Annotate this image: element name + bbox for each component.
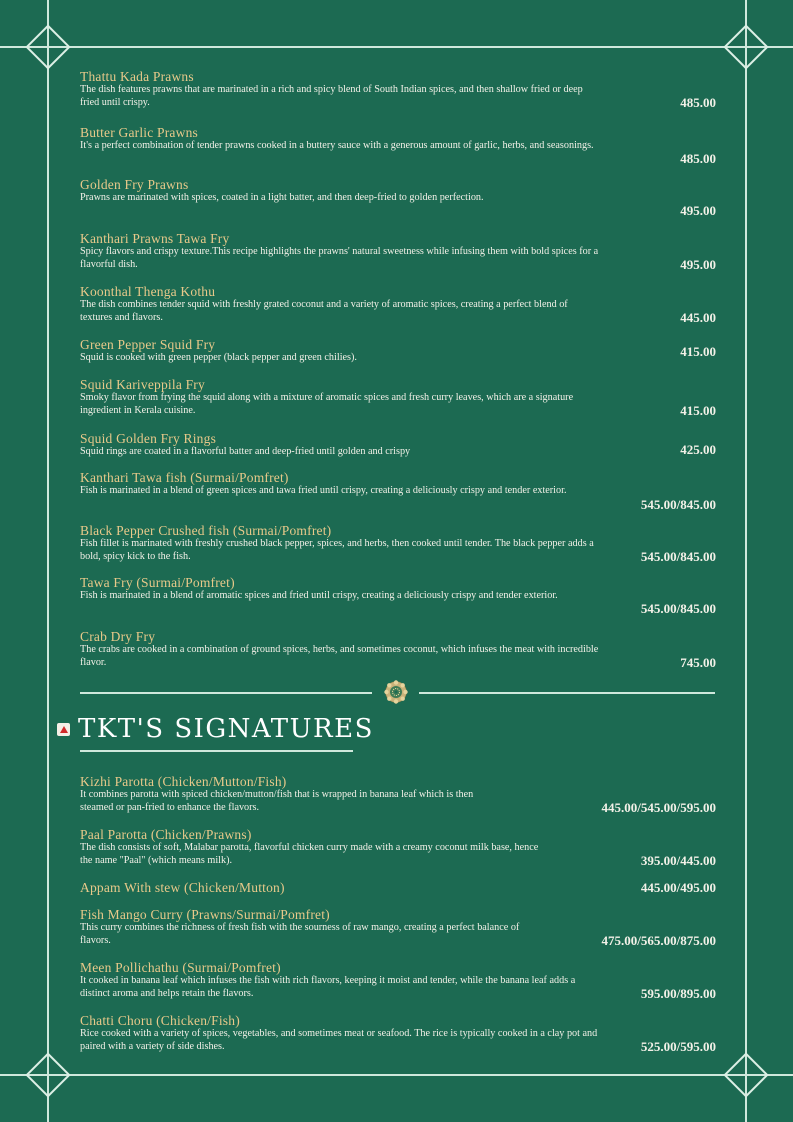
menu-item xyxy=(80,575,716,617)
signature-item xyxy=(80,907,716,949)
item-price: 595.00/895.00 xyxy=(640,986,716,1001)
item-description: The dish combines tender squid with freshly grated coconut and a variety of aromatic spices, creating a perfect blend of textures and flavors. xyxy=(80,299,568,323)
menu-item xyxy=(80,231,716,273)
item-name: Green Pepper Squid Fry xyxy=(80,337,216,352)
item-name: Squid Kariveppila Fry xyxy=(80,377,205,392)
item-name: Appam With stew (Chicken/Mutton) xyxy=(80,880,285,895)
diamond-ornament-icon xyxy=(25,24,70,69)
item-price: 545.00/845.00 xyxy=(640,549,716,564)
item-price: 415.00 xyxy=(680,403,716,418)
item-name: Tawa Fry (Surmai/Pomfret) xyxy=(80,575,235,590)
diamond-ornament-icon xyxy=(723,1052,768,1097)
signature-item xyxy=(80,960,716,1002)
item-name: Golden Fry Prawns xyxy=(80,177,189,192)
item-price: 475.00/565.00/875.00 xyxy=(601,933,716,948)
item-description: This curry combines the richness of fresh fish with the sourness of raw mango, creating a perfect balance of flavors. xyxy=(80,922,520,946)
item-price: 445.00/545.00/595.00 xyxy=(601,800,716,815)
item-name: Kanthari Tawa fish (Surmai/Pomfret) xyxy=(80,470,289,485)
item-price: 425.00 xyxy=(680,442,716,457)
item-price: 545.00/845.00 xyxy=(640,601,716,616)
frame-line-top xyxy=(0,46,793,48)
menu-item xyxy=(80,523,716,565)
item-description: The dish features prawns that are marinated in a rich and spicy blend of South Indian spices, and then shallow fried or deep fried until crispy. xyxy=(80,84,583,108)
item-description: Fish is marinated in a blend of aromatic spices and fried until crispy, creating a deliciously crispy and tender exterior. xyxy=(80,590,558,601)
item-name: Koonthal Thenga Kothu xyxy=(80,284,216,299)
signature-item xyxy=(80,827,716,869)
menu-item xyxy=(80,337,716,367)
menu-item xyxy=(80,69,716,111)
item-price: 745.00 xyxy=(680,655,716,670)
item-price: 445.00 xyxy=(680,310,716,325)
item-description: Fish is marinated in a blend of green spices and tawa fried until crispy, creating a deliciously crispy and tender exterior. xyxy=(80,485,567,496)
item-price: 445.00/495.00 xyxy=(640,880,716,895)
item-name: Thattu Kada Prawns xyxy=(80,69,194,84)
frame-line-left xyxy=(47,0,49,1122)
item-price: 485.00 xyxy=(680,151,716,166)
section-title: TKT'S SIGNATURES xyxy=(78,714,374,744)
item-name: Squid Golden Fry Rings xyxy=(80,431,217,446)
frame-line-bottom xyxy=(0,1074,793,1076)
item-price: 415.00 xyxy=(680,344,716,359)
menu-item xyxy=(80,125,716,167)
item-price: 525.00/595.00 xyxy=(640,1039,716,1054)
item-description: It cooked in banana leaf which infuses the fish with rich flavors, keeping it moist and tender, while the banana leaf adds a distinct aroma and helps retain the flavors. xyxy=(80,975,576,999)
menu-item xyxy=(80,377,716,419)
item-name: Fish Mango Curry (Prawns/Surmai/Pomfret) xyxy=(80,907,330,922)
item-description: It combines parotta with spiced chicken/mutton/fish that is wrapped in banana leaf which is then steamed or pan-fried to enhance the flavors. xyxy=(80,789,474,813)
menu-item xyxy=(80,629,716,671)
menu-item xyxy=(80,177,716,219)
menu-item xyxy=(80,284,716,326)
frame-line-right xyxy=(745,0,747,1122)
item-description: The crabs are cooked in a combination of ground spices, herbs, and sometimes coconut, which infuses the meat with incredible flavor. xyxy=(80,644,599,668)
divider-line-left xyxy=(80,692,372,694)
section-title-underline xyxy=(80,750,353,752)
item-price: 485.00 xyxy=(680,95,716,110)
item-name: Kanthari Prawns Tawa Fry xyxy=(80,231,230,246)
signature-item xyxy=(80,1013,716,1055)
item-name: Crab Dry Fry xyxy=(80,629,156,644)
item-name: Meen Pollichathu (Surmai/Pomfret) xyxy=(80,960,281,975)
item-description: Smoky flavor from frying the squid along with a mixture of aromatic spices and fresh curry leaves, which are a signature ingredient in Kerala cuisine. xyxy=(80,392,574,416)
item-name: Kizhi Parotta (Chicken/Mutton/Fish) xyxy=(80,774,287,789)
item-name: Chatti Choru (Chicken/Fish) xyxy=(80,1013,240,1028)
item-price: 495.00 xyxy=(680,203,716,218)
item-name: Butter Garlic Prawns xyxy=(80,125,198,140)
menu-item xyxy=(80,470,716,513)
item-name: Paal Parotta (Chicken/Prawns) xyxy=(80,827,252,842)
divider-line-right xyxy=(419,692,715,694)
diamond-ornament-icon xyxy=(25,1052,70,1097)
signature-item xyxy=(80,880,716,896)
item-price: 545.00/845.00 xyxy=(640,497,716,512)
item-description: Prawns are marinated with spices, coated in a light batter, and then deep-fried to golden perfection. xyxy=(80,192,484,203)
diamond-ornament-icon xyxy=(723,24,768,69)
item-description: Squid is cooked with green pepper (black pepper and green chilies). xyxy=(80,352,357,363)
menu-item xyxy=(80,431,716,461)
signature-item xyxy=(80,774,716,816)
red-triangle-badge-icon xyxy=(57,723,70,736)
item-description: Rice cooked with a variety of spices, vegetables, and sometimes meat or seafood. The rice is typically cooked in a clay pot and paired with a variety of side dishes. xyxy=(80,1028,598,1052)
item-description: Spicy flavors and crispy texture.This recipe highlights the prawns' natural sweetness while infusing them with bold spices for a flavorful dish. xyxy=(80,246,599,270)
item-description: The dish consists of soft, Malabar parotta, flavorful chicken curry made with a creamy coconut milk base, hence the name "Paal" (which means milk). xyxy=(80,842,539,866)
item-price: 395.00/445.00 xyxy=(640,853,716,868)
item-description: Squid rings are coated in a flavorful batter and deep-fried until golden and crispy xyxy=(80,446,411,457)
item-description: Fish fillet is marinated with freshly crushed black pepper, spices, and herbs, then cooked until tender. The black pepper adds a bold, spicy kick to the fish. xyxy=(80,538,594,562)
floral-medallion-icon xyxy=(384,680,408,704)
item-name: Black Pepper Crushed fish (Surmai/Pomfret) xyxy=(80,523,332,538)
item-price: 495.00 xyxy=(680,257,716,272)
item-description: It's a perfect combination of tender prawns cooked in a buttery sauce with a generous amount of garlic, herbs, and seasonings. xyxy=(80,140,594,151)
